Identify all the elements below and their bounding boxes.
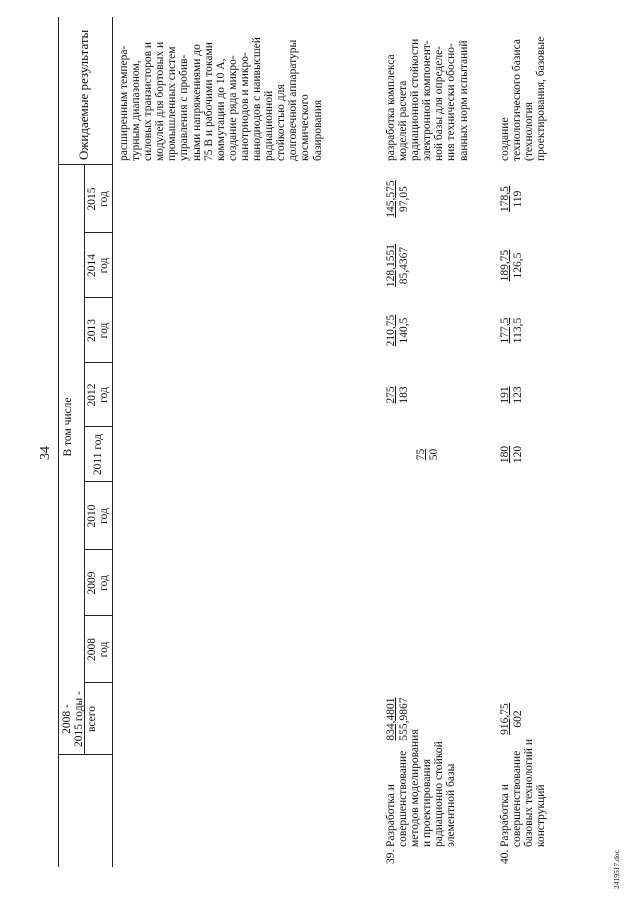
page-number: 34 (38, 446, 53, 460)
header-year-2014: 2014 (86, 254, 98, 277)
y2011-top: 75 (415, 448, 427, 461)
header-unit-2009: год (98, 575, 110, 591)
y2014-top: 128,1551 (385, 243, 397, 288)
row-name: Разработка и совершенствование методов моделирования и проектирования радиационно стойкой элементной базы (385, 729, 458, 847)
header-unit-2010: год (98, 508, 110, 524)
y2015-top: 145,575 (385, 180, 397, 218)
row-number: 39. (385, 849, 397, 864)
y2011-bottom: 50 (428, 448, 440, 461)
header-unit-2008: год (98, 641, 110, 658)
header-year-2013: 2013 (86, 319, 98, 342)
header-year-2008: 2008 (86, 638, 98, 661)
header-total-line2: 2015 годы - (73, 691, 85, 748)
y2013-bottom: 140,5 (398, 317, 410, 344)
header-total-line3: всего (86, 706, 98, 732)
table-top-border (58, 17, 59, 867)
y2012-top: 191 (499, 386, 511, 404)
total-top: 916,75 (499, 703, 511, 735)
y2013-top: 210,75 (385, 314, 397, 347)
y2015-bottom: 97,05 (398, 186, 410, 212)
total-bottom: 602 (512, 710, 524, 728)
y2012-bottom: 183 (398, 386, 410, 404)
y2011-bottom: 120 (512, 445, 524, 464)
total-top: 834,4801 (385, 697, 397, 741)
header-year-2012: 2012 (86, 383, 98, 407)
header-year-2009: 2009 (86, 571, 98, 595)
y2013-top: 177,5 (499, 317, 511, 344)
header-year-2011: 2011 год (92, 433, 104, 476)
row-result: создание технологического базиса (технология проектирования, базовые (499, 36, 548, 161)
total-bottom: 555,9867 (398, 697, 410, 741)
y2014-top: 189,75 (499, 249, 511, 282)
y2014-bottom: 85,4367 (398, 246, 410, 285)
row-result: разработка комплекса моделей расчета радиационной стойкости электронной компонент- ной базы для определе- ния технически обосно- ванных норм испытаний (385, 38, 470, 161)
header-unit-2014: год (98, 257, 110, 274)
footer-doc-name: 2419517.doc (612, 850, 621, 889)
continued-result-text: расширенным темпера- турным диапазоном, силовых транзисторов и модулей для бортовых и промышленных систем управления с пробив- ными напряжениями до 75 В и рабочими токами коммутации до 10 А, создание ряда микро- нанотриодов и микро- нанодиодов с наивысшей радиационной стойкостью для долговечной аппаратуры космического базирования (118, 37, 324, 161)
header-unit-2013: год (98, 322, 110, 339)
y2012-bottom: 123 (512, 386, 524, 404)
header-year-2015: 2015 (86, 187, 98, 211)
header-bottom-border (112, 17, 113, 867)
header-mid-border (84, 165, 85, 755)
header-incl-label: В том числе (62, 397, 74, 457)
header-unit-2012: год (98, 387, 110, 403)
y2012-top: 275 (385, 386, 397, 404)
y2015-top: 178,5 (499, 186, 511, 212)
y2011-top: 180 (499, 445, 511, 464)
header-year-2010: 2010 (86, 504, 98, 528)
header-total-line1: 2008 - (61, 704, 73, 734)
header-unit-2015: год (98, 191, 110, 207)
row-name: Разработка и совершенствование базовых технологий и конструкций (499, 739, 548, 847)
header-results-label: Ожидаемые результаты (76, 29, 91, 160)
y2013-bottom: 113,5 (512, 317, 524, 344)
row-number: 40. (499, 849, 511, 864)
y2015-bottom: 119 (512, 190, 524, 208)
y2014-bottom: 126,5 (512, 252, 524, 279)
